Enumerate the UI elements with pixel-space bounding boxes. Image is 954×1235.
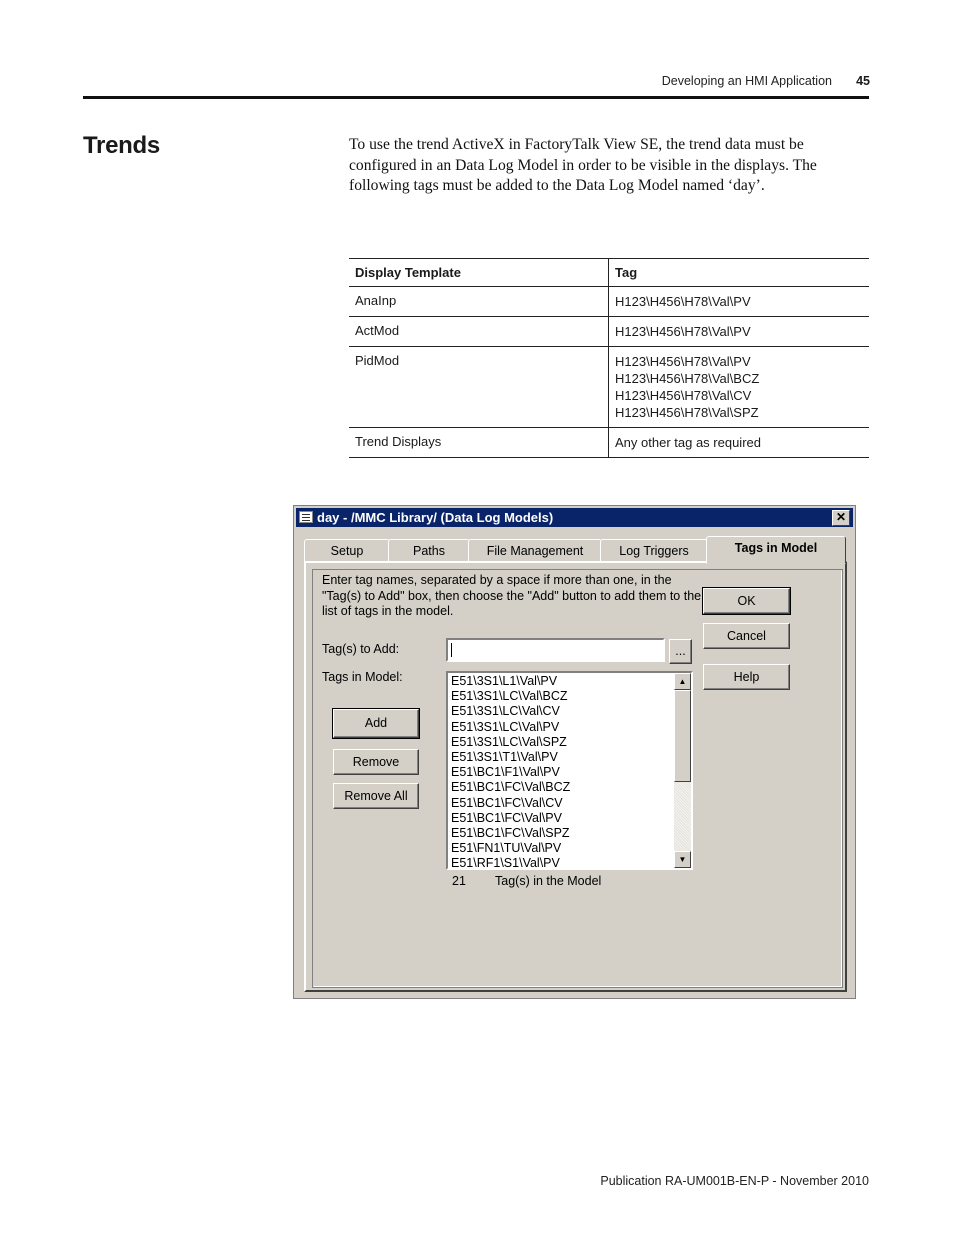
tag-line: H123\H456\H78\Val\BCZ bbox=[615, 371, 760, 386]
running-header-section: Developing an HMI Application bbox=[661, 74, 832, 88]
template-cell: Trend Displays bbox=[349, 428, 609, 458]
publication-footer: Publication RA-UM001B-EN-P - November 2010 bbox=[600, 1174, 869, 1188]
list-item[interactable]: E51\BC1\FC\Val\CV bbox=[451, 795, 563, 810]
list-item[interactable]: E51\3S1\LC\Val\BCZ bbox=[451, 689, 568, 704]
tag-line: H123\H456\H78\Val\CV bbox=[615, 388, 752, 403]
ok-button[interactable]: OK bbox=[703, 588, 790, 614]
template-tag-table bbox=[349, 258, 869, 458]
column-header-template: Display Template bbox=[349, 259, 609, 287]
template-cell: ActMod bbox=[349, 317, 609, 347]
list-item[interactable]: E51\BC1\FC\Val\BCZ bbox=[451, 780, 571, 795]
text-caret bbox=[451, 643, 452, 657]
dialog-app-icon bbox=[299, 511, 313, 523]
arrow-down-icon: ▼ bbox=[678, 855, 687, 864]
tag-line: H123\H456\H78\Val\PV bbox=[615, 294, 751, 309]
data-log-model-dialog bbox=[293, 505, 856, 999]
table-row bbox=[349, 428, 869, 458]
table-row bbox=[349, 347, 869, 428]
remove-button[interactable]: Remove bbox=[333, 749, 419, 775]
tag-cell bbox=[609, 317, 870, 347]
template-cell: PidMod bbox=[349, 347, 609, 428]
dialog-titlebar[interactable] bbox=[296, 508, 853, 527]
header-rule bbox=[83, 96, 869, 99]
tags-to-add-label: Tag(s) to Add: bbox=[322, 642, 400, 656]
list-item[interactable]: E51\3S1\L1\Val\PV bbox=[451, 674, 558, 688]
scroll-down-button[interactable] bbox=[674, 851, 691, 868]
arrow-up-icon: ▲ bbox=[678, 677, 687, 686]
tag-cell bbox=[609, 347, 870, 428]
tag-line: H123\H456\H78\Val\PV bbox=[615, 324, 751, 339]
tab-file-management[interactable]: File Management bbox=[468, 539, 602, 563]
tab-paths[interactable]: Paths bbox=[388, 539, 470, 563]
tag-line: H123\H456\H78\Val\SPZ bbox=[615, 405, 759, 420]
tags-to-add-input[interactable] bbox=[446, 638, 665, 662]
intro-paragraph: To use the trend ActiveX in FactoryTalk View SE, the trend data must be configured in an Data Log Model in order to be visible in the displays. The following tags must be added to the Data Log Model named ‘day’. bbox=[349, 136, 817, 195]
list-item[interactable]: E51\RF1\S1\Val\PV bbox=[451, 856, 560, 870]
tab-tags-in-model[interactable]: Tags in Model bbox=[706, 536, 846, 564]
tag-count-label: Tag(s) in the Model bbox=[495, 874, 602, 888]
list-item[interactable]: E51\3S1\T1\Val\PV bbox=[451, 750, 558, 765]
tag-cell bbox=[609, 287, 870, 317]
close-icon: ✕ bbox=[835, 510, 847, 524]
list-item[interactable]: E51\BC1\FC\Val\PV bbox=[451, 810, 562, 825]
dialog-title: day - /MMC Library/ (Data Log Models) bbox=[317, 510, 554, 525]
scroll-up-button[interactable] bbox=[674, 673, 691, 690]
tag-cell bbox=[609, 428, 870, 458]
cancel-button[interactable]: Cancel bbox=[703, 623, 790, 649]
remove-all-button[interactable]: Remove All bbox=[333, 783, 419, 809]
list-item[interactable]: E51\FN1\TU\Val\PV bbox=[451, 841, 562, 856]
tag-line: Any other tag as required bbox=[615, 435, 761, 450]
table-row bbox=[349, 287, 869, 317]
instructions-text: Enter tag names, separated by a space if more than one, in the "Tag(s) to Add" box, then choose the "Add" button to add them to the list of tags in the model. bbox=[322, 573, 702, 618]
tag-count: 21 bbox=[452, 874, 466, 888]
tags-in-model-label: Tags in Model: bbox=[322, 670, 403, 684]
table-header-row bbox=[349, 259, 869, 287]
table-row bbox=[349, 317, 869, 347]
browse-button[interactable]: ... bbox=[669, 639, 692, 664]
list-item[interactable]: E51\BC1\F1\Val\PV bbox=[451, 765, 560, 780]
list-item[interactable]: E51\3S1\LC\Val\CV bbox=[451, 704, 560, 719]
scroll-thumb[interactable] bbox=[674, 690, 691, 782]
tag-list-items bbox=[451, 674, 671, 870]
help-button[interactable]: Help bbox=[703, 664, 790, 690]
section-title: Trends bbox=[83, 132, 160, 159]
page-number: 45 bbox=[856, 74, 870, 88]
close-button[interactable] bbox=[832, 510, 850, 526]
tag-line: H123\H456\H78\Val\PV bbox=[615, 354, 751, 369]
list-scrollbar[interactable] bbox=[674, 673, 691, 868]
tab-log-triggers[interactable]: Log Triggers bbox=[600, 539, 708, 563]
tags-in-model-list[interactable] bbox=[446, 671, 693, 870]
list-item[interactable]: E51\BC1\FC\Val\SPZ bbox=[451, 826, 570, 841]
list-item[interactable]: E51\3S1\LC\Val\SPZ bbox=[451, 734, 567, 749]
list-item[interactable]: E51\3S1\LC\Val\PV bbox=[451, 719, 560, 734]
column-header-tag: Tag bbox=[609, 259, 870, 287]
tab-setup[interactable]: Setup bbox=[304, 539, 390, 563]
template-cell: AnaInp bbox=[349, 287, 609, 317]
add-button[interactable]: Add bbox=[333, 709, 419, 738]
